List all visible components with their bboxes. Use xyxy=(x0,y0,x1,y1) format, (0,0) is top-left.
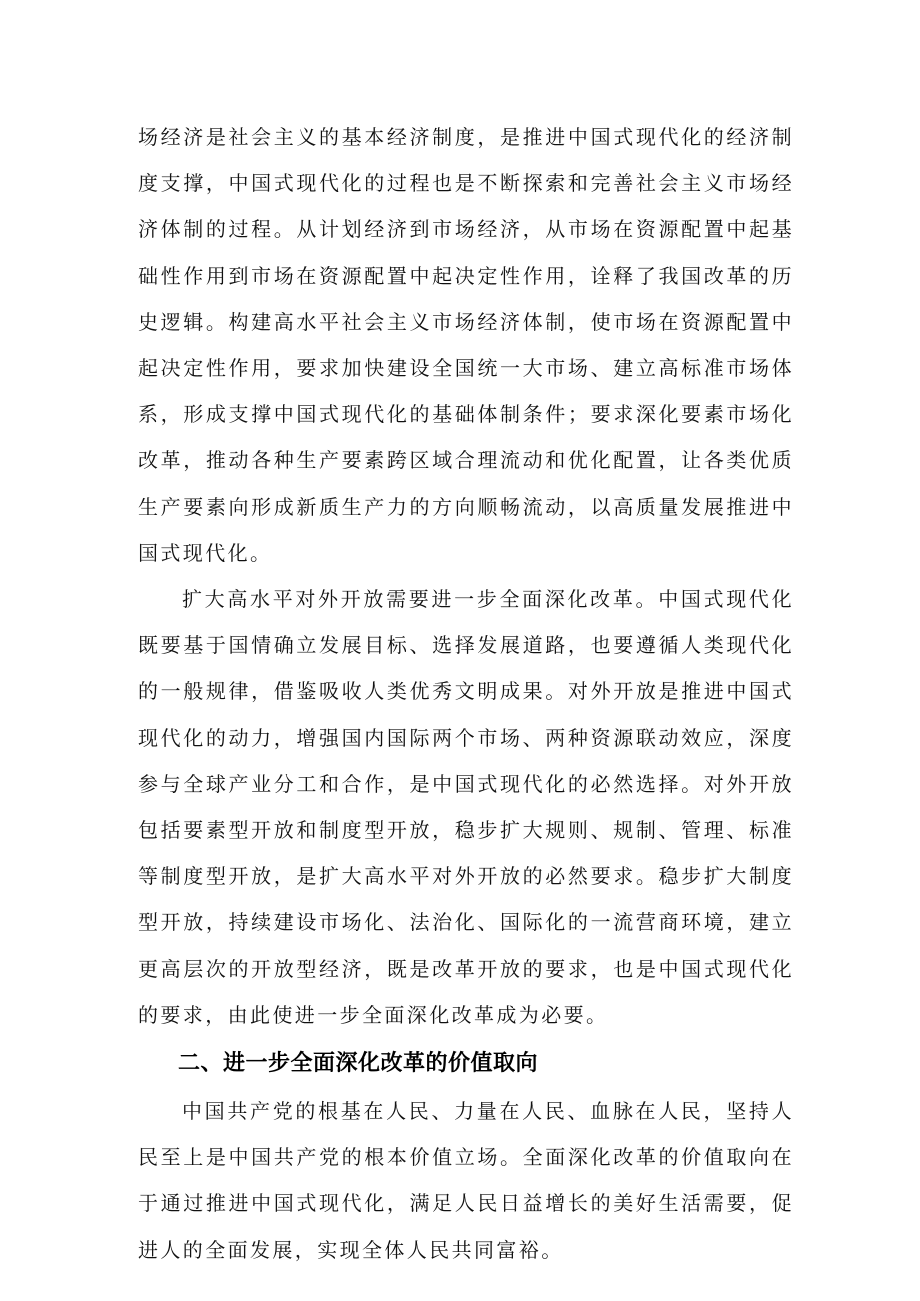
paragraph-value-orientation: 中国共产党的根基在人民、力量在人民、血脉在人民，坚持人民至上是中国共产党的根本价值立场。全面深化改革的价值取向在于通过推进中国式现代化，满足人民日益增长的美好生活需要，促进人的全面发展，实现全体人民共同富裕。 xyxy=(138,1099,794,1262)
section-heading: 二、进一步全面深化改革的价值取向 xyxy=(178,1051,539,1077)
paragraph-opening-up: 扩大高水平对外开放需要进一步全面深化改革。中国式现代化既要基于国情确立发展目标、选择发展道路，也要遵循人类现代化的一般规律，借鉴吸收人类优秀文明成果。对外开放是推进中国式现代化的动力，增强国内国际两个市场、两种资源联动效应，深度参与全球产业分工和合作，是中国式现代化的必然选择。对外开放包括要素型开放和制度型开放，稳步扩大规则、规制、管理、标准等制度型开放，是扩大高水平对外开放的必然要求。稳步扩大制度型开放，持续建设市场化、法治化、国际化的一流营商环境，建立更高层次的开放型经济，既是改革开放的要求，也是中国式现代化的要求，由此使进一步全面深化改革成为必要。 xyxy=(138,587,794,1027)
document-body xyxy=(138,114,794,1273)
paragraph-market-economy: 场经济是社会主义的基本经济制度，是推进中国式现代化的经济制度支撑，中国式现代化的过程也是不断探索和完善社会主义市场经济体制的过程。从计划经济到市场经济，从市场在资源配置中起基础性作用到市场在资源配置中起决定性作用，诠释了我国改革的历史逻辑。构建高水平社会主义市场经济体制，使市场在资源配置中起决定性作用，要求加快建设全国统一大市场、建立高标准市场体系，形成支撑中国式现代化的基础体制条件；要求深化要素市场化改革，推动各种生产要素跨区域合理流动和优化配置，让各类优质生产要素向形成新质生产力的方向顺畅流动，以高质量发展推进中国式现代化。 xyxy=(138,125,794,565)
